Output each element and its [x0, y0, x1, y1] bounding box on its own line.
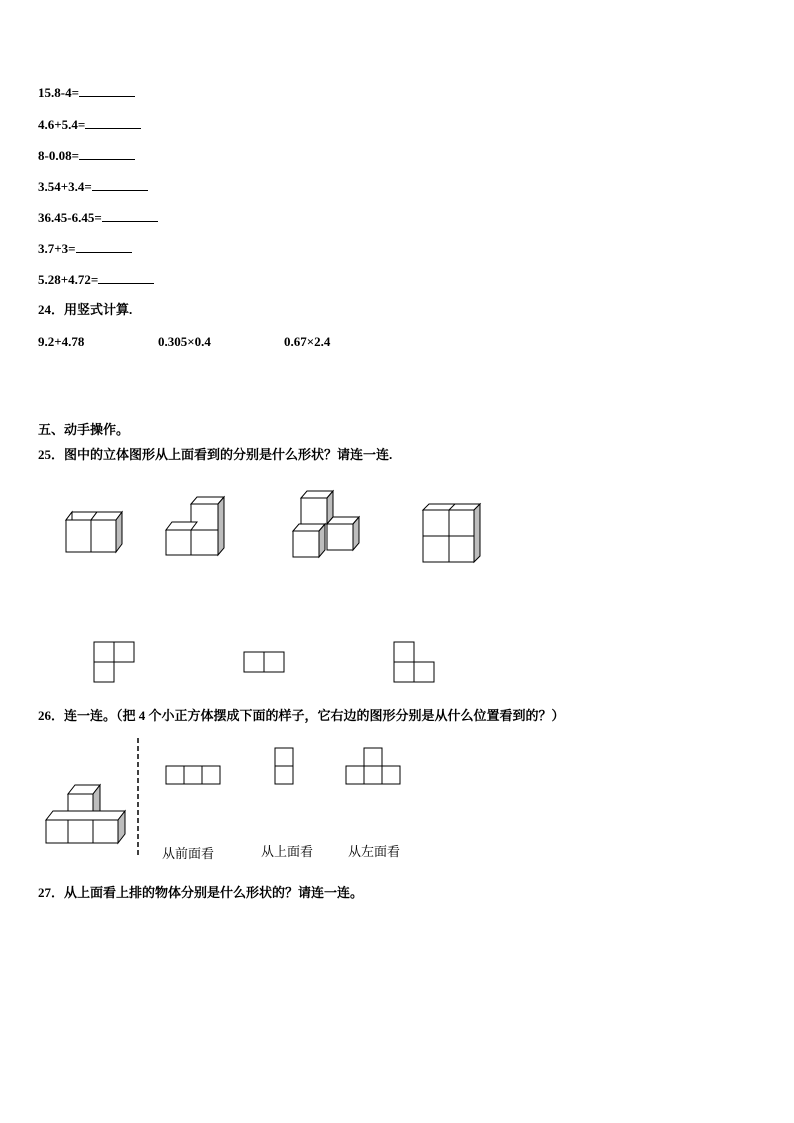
q27-title: 27．从上面看上排的物体分别是什么形状的？请连一连。 — [38, 885, 364, 900]
q26-caption-front: 从前面看 — [162, 847, 215, 862]
equation-text: 3.54+3.4= — [38, 179, 92, 194]
top-view-1 — [94, 642, 134, 682]
q26-caption-top: 从上面看 — [261, 845, 314, 860]
top-view-3 — [394, 642, 434, 682]
q26-title: 26．连一连。（把 4 个小正方体摆成下面的样子，它右边的图形分别是从什么位置看到的？） — [38, 708, 565, 723]
q26-view-left — [346, 748, 400, 784]
q24-problem-3: 0.67×2.4 — [284, 334, 331, 349]
equation-text: 3.7+3= — [38, 241, 76, 256]
q24-problem-2: 0.305×0.4 — [158, 334, 211, 349]
q26-solid-figure — [46, 785, 125, 843]
q24-problem-1: 9.2+4.78 — [38, 334, 85, 349]
equation-text: 5.28+4.72= — [38, 272, 99, 287]
equation-text: 8-0.08= — [38, 148, 79, 163]
equation-text: 36.45-6.45= — [38, 210, 102, 225]
q26-caption-left: 从左面看 — [348, 845, 401, 860]
q25-title: 25．图中的立体图形从上面看到的分别是什么形状？请连一连. — [38, 447, 393, 462]
solid-figure-b — [166, 497, 224, 555]
q24-title: 24．用竖式计算. — [38, 302, 133, 317]
solid-figure-a — [66, 512, 122, 552]
equation-text: 15.8-4= — [38, 85, 79, 100]
top-view-2 — [244, 652, 284, 672]
solid-figure-d — [423, 504, 480, 562]
section5-title: 五、动手操作。 — [38, 422, 130, 437]
solid-figure-c — [293, 491, 359, 557]
q26-view-top — [275, 748, 293, 784]
q26-view-front — [166, 766, 220, 784]
equation-text: 4.6+5.4= — [38, 117, 86, 132]
